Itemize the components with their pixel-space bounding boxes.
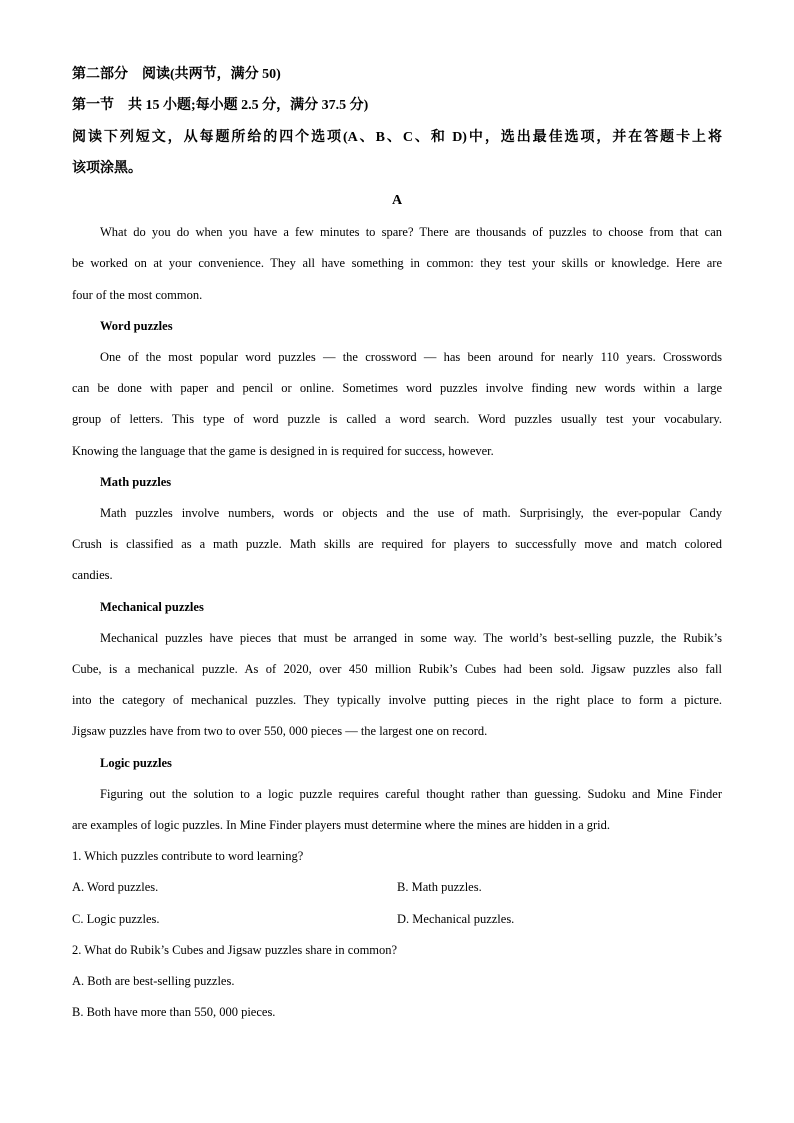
word-puzzles-line-1: One of the most popular word puzzles — the crossword — has been around for nearly 110 years. Crosswords — [100, 350, 722, 364]
part-title: 第二部分 阅读(共两节，满分 50) — [72, 67, 281, 82]
section-heading-logic-puzzles: Logic puzzles — [100, 756, 172, 770]
mechanical-puzzles-line-4: Jigsaw puzzles have from two to over 550, 000 pieces — the largest one on record. — [72, 724, 488, 738]
word-puzzles-line-4: Knowing the language that the game is designed in is required for success, however. — [72, 444, 494, 458]
mechanical-puzzles-line-1: Mechanical puzzles have pieces that must be arranged in some way. The world’s best-selling puzzle, the Rubik’s — [100, 631, 722, 645]
math-puzzles-line-1: Math puzzles involve numbers, words or objects and the use of math. Surprisingly, the ever-popular Candy — [100, 506, 722, 520]
math-puzzles-line-3: candies. — [72, 568, 113, 582]
question-2-stem: 2. What do Rubik’s Cubes and Jigsaw puzzles share in common? — [72, 943, 398, 957]
math-puzzles-line-2: Crush is classified as a math puzzle. Math skills are required for players to successfully move and match colored — [72, 537, 722, 551]
instructions-line-2: 该项涂黑。 — [72, 161, 142, 176]
question-2-option-a: A. Both are best-selling puzzles. — [72, 974, 235, 988]
question-1-option-b: B. Math puzzles. — [397, 880, 482, 894]
question-1-option-c: C. Logic puzzles. — [72, 912, 160, 926]
section-heading-word-puzzles: Word puzzles — [100, 319, 173, 333]
question-1-stem: 1. Which puzzles contribute to word learning? — [72, 849, 304, 863]
question-1-option-a: A. Word puzzles. — [72, 880, 159, 894]
mechanical-puzzles-line-3: into the category of mechanical puzzles. They typically involve putting pieces in the right place to form a picture. — [72, 693, 722, 707]
section-heading-mechanical-puzzles: Mechanical puzzles — [100, 600, 204, 614]
instructions-line-1: 阅读下列短文，从每题所给的四个选项(A、B、C、和 D)中，选出最佳选项，并在答题卡上将 — [72, 130, 722, 145]
word-puzzles-line-2: can be done with paper and pencil or online. Sometimes word puzzles involve finding new words within a large — [72, 381, 722, 395]
word-puzzles-line-3: group of letters. This type of word puzzle is called a word search. Word puzzles usually test your vocabulary. — [72, 412, 722, 426]
passage-label: A — [391, 193, 403, 208]
question-1-option-d: D. Mechanical puzzles. — [397, 912, 515, 926]
intro-line-2: be worked on at your convenience. They all have something in common: they test your skills or knowledge. Here are — [72, 256, 722, 270]
intro-line-3: four of the most common. — [72, 288, 203, 302]
section-title: 第一节 共 15 小题;每小题 2.5 分，满分 37.5 分) — [72, 98, 369, 113]
section-heading-math-puzzles: Math puzzles — [100, 475, 172, 489]
logic-puzzles-line-1: Figuring out the solution to a logic puzzle requires careful thought rather than guessing. Sudoku and Mine Finder — [100, 787, 722, 801]
intro-line-1: What do you do when you have a few minutes to spare? There are thousands of puzzles to choose from that can — [100, 225, 722, 239]
mechanical-puzzles-line-2: Cube, is a mechanical puzzle. As of 2020, over 450 million Rubik’s Cubes had been sold. Jigsaw puzzles also fall — [72, 662, 722, 676]
question-2-option-b: B. Both have more than 550, 000 pieces. — [72, 1005, 276, 1019]
logic-puzzles-line-2: are examples of logic puzzles. In Mine Finder players must determine where the mines are hidden in a grid. — [72, 818, 611, 832]
